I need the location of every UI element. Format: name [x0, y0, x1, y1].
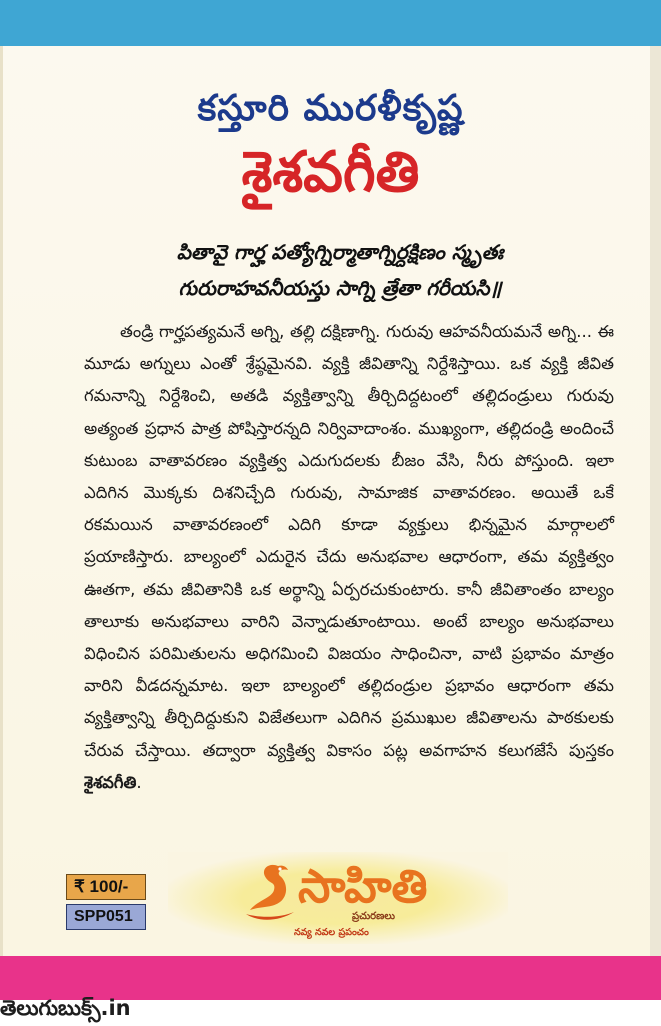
publisher-subtitle: ప్రచురణలు	[352, 911, 395, 922]
sloka-line-2: గురురాహవనీయస్తు సాగ్ని త్రేతా గరీయసి॥	[178, 276, 502, 300]
top-color-band	[0, 0, 661, 46]
swan-logo-icon	[240, 860, 300, 926]
blurb-book-title: శైశవగీతి	[84, 772, 137, 792]
price-tag: ₹ 100/-	[66, 874, 146, 900]
book-code: SPP051	[66, 904, 146, 930]
publisher-name: సాహితి	[298, 859, 428, 913]
publisher-tagline: నవ్య నవల ప్రపంచం	[294, 927, 369, 938]
author-name: కస్తూరి మురళీకృష్ణ	[197, 88, 464, 129]
site-watermark: తెలుగుబుక్స్.in	[0, 996, 131, 1020]
blurb-end: .	[136, 772, 142, 792]
sloka-line-1: పితావై గార్హ పత్యోగ్నిర్మాతాగ్నిర్దక్షిణం స్మృతః	[176, 240, 504, 264]
book-title: శైశవగీతి	[241, 140, 420, 205]
blurb-text	[84, 316, 614, 799]
blurb-paragraph: తండ్రి గార్హపత్యమనే అగ్ని, తల్లి దక్షిణాగ్ని. గురువు ఆహవనీయమనే అగ్ని... ఈ మూడు అగ్నులు ఎంతో శ్రేష్ఠమైనవి. వ్యక్తి జీవితాన్ని నిర్దేశిస్తాయి. ఒక వ్యక్తి జీవిత గమనాన్ని నిర్దేశించి, అతడి వ్యక్తిత్వాన్ని తీర్చిదిద్దటంలో తల్లిదండ్రులు గురువు అత్యంత ప్రధాన పాత్ర పోషిస్తారన్నది నిర్వివాదాంశం. ముఖ్యంగా, తల్లిదండ్రి అందించే కుటుంబ వాతావరణం వ్యక్తిత్వ ఎదుగుదలకు బీజం వేసి, నీరు పోస్తుంది. ఇలా ఎదిగిన మొక్కకు దిశనిచ్చేది గురువు, సామాజిక వాతావరణం. అయితే ఒకే రకమయిన వాతావరణంలో ఎదిగి కూడా వ్యక్తులు భిన్నమైన మార్గాలలో ప్రయాణిస్తారు. బాల్యంలో ఎదురైన చేదు అనుభవాల ఆధారంగా, తమ వ్యక్తిత్వం ఊతగా, తమ జీవితానికి ఒక అర్థాన్ని ఏర్పరచుకుంటారు. కానీ జీవితాంతం బాల్యం తాలూకు అనుభవాలు వారిని వెన్నాడుతూంటాయి. అంటే బాల్యం అనుభవాలు విధించిన పరిమితులను అధిగమించి విజయం సాధించినా, వాటి ప్రభావం మాత్రం వారిని వీడదన్నమాట. ఇలా బాల్యంలో తల్లిదండ్రుల ప్రభావం ఆధారంగా తమ వ్యక్తిత్వాన్ని తీర్చిదిద్దుకుని విజేతలుగా ఎదిగిన ప్రముఖుల జీవితాలను పాఠకులకు చేరువ చేస్తాయి. తద్వారా వ్యక్తిత్వ వికాసం పట్ల అవగాహన కలుగజేసే పుస్తకం	[84, 322, 614, 760]
